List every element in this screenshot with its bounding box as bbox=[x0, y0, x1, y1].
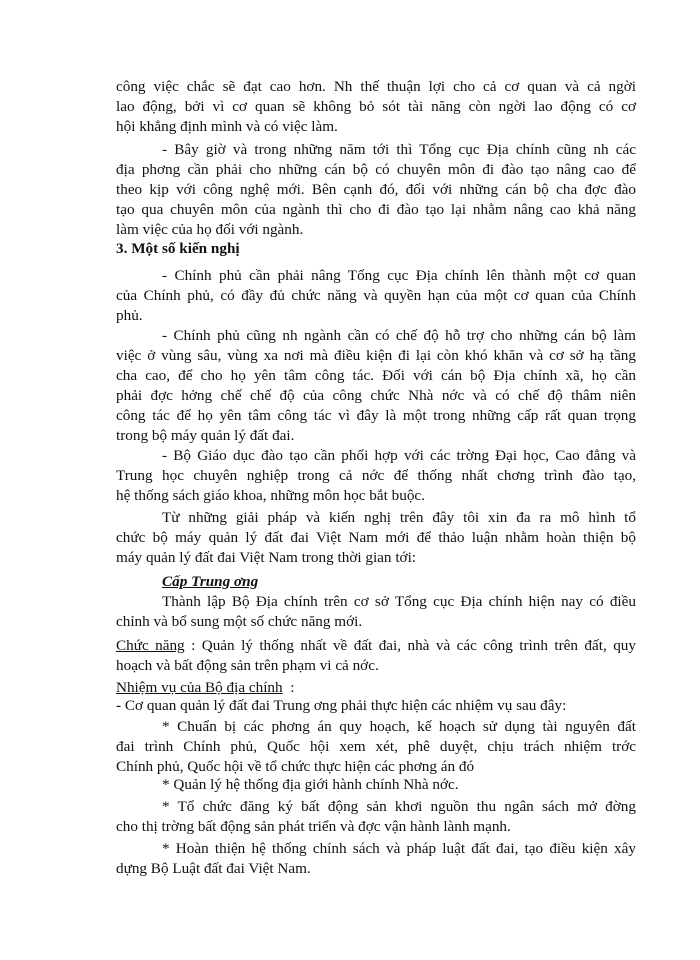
text-line: * Chuẩn bị các phơng án quy hoạch, kế hoạch sử dụng tài nguyên đất bbox=[162, 718, 636, 735]
text-line: hệ thống sách giáo khoa, những môn học bắt buộc. bbox=[116, 487, 425, 504]
text-line: theo kịp với công nghệ mới. Bên cạnh đó, đối với những cán bộ cha đợc đào bbox=[116, 181, 636, 198]
text-line: * Hoàn thiện hệ thống chính sách và pháp luật đất đai, tạo điều kiện xây bbox=[162, 840, 636, 857]
text-line: * Quản lý hệ thống địa giới hành chính Nhà nớc. bbox=[162, 776, 459, 793]
text-line: * Tổ chức đăng ký bất động sản khơi nguồn thu ngân sách mở đờng bbox=[162, 798, 636, 815]
duty-item-2 bbox=[116, 775, 636, 795]
text-line: công việc chắc sẽ đạt cao hơn. Nh thế thuận lợi cho cả cơ quan và cả ngời bbox=[116, 78, 636, 95]
function-text: : Quản lý thống nhất về đất đai, nhà và các công trình trên đất, quy bbox=[184, 637, 636, 654]
text-line: cha cao, để cho họ yên tâm công tác. Đối với cán bộ Địa chính xã, họ cần bbox=[116, 367, 636, 384]
paragraph-training bbox=[116, 140, 636, 240]
text-line: chức bộ máy quản lý đất đai Việt Nam mới để thảo luận nhằm hoàn thiện bộ bbox=[116, 529, 636, 546]
text-line: địa phơng cần phải cho những cán bộ có chuyên môn đi đào tạo nâng cao để bbox=[116, 161, 636, 178]
duty-item-1 bbox=[116, 717, 636, 777]
text-line: lao động, bởi vì cơ quan sẽ không bỏ sót tài năng còn ngời lao động có cơ bbox=[116, 98, 636, 115]
text-line: dựng Bộ Luật đất đai Việt Nam. bbox=[116, 860, 311, 877]
duty-item-4 bbox=[116, 839, 636, 879]
text-line: - Chính phủ cần phải nâng Tổng cục Địa chính lên thành một cơ quan bbox=[162, 267, 636, 284]
text-line: - Chính phủ cũng nh ngành cần có chế độ hỗ trợ cho những cán bộ làm bbox=[162, 327, 636, 344]
text-line: Từ những giải pháp và kiến nghị trên đây tôi xin đa ra mô hình tổ bbox=[162, 509, 636, 526]
text-line bbox=[116, 636, 636, 656]
function-label: Chức năng bbox=[116, 637, 185, 654]
text-line: phủ. bbox=[116, 307, 143, 324]
text-line: hoạch và bất động sản trên phạm vi cả nớc. bbox=[116, 657, 379, 674]
text-line: máy quản lý đất đai Việt Nam trong thời gian tới: bbox=[116, 549, 417, 566]
text-line: - Bây giờ và trong những năm tới thì Tổng cục Địa chính cũng nh các bbox=[162, 141, 636, 158]
intro-paragraph bbox=[116, 77, 636, 137]
duties-suffix: : bbox=[282, 679, 295, 696]
section-cap-trung-uong: Cấp Trung ơng bbox=[162, 573, 259, 590]
text-line: phải đợc hởng chế chế độ của công chức Nhà nớc và có chế độ thâm niên bbox=[116, 387, 636, 404]
duties-heading bbox=[116, 678, 636, 698]
text-line: Chính phủ, Quốc hội về tổ chức thực hiện các phơng án đó bbox=[116, 758, 475, 775]
text-line: công tác để họ yên tâm công tác vì đây là một trong những cấp rất quan trọng bbox=[116, 407, 636, 424]
duty-item-3 bbox=[116, 797, 636, 837]
model-proposal-paragraph bbox=[116, 508, 636, 568]
text-line: tạo qua chuyên môn của ngành thì cho đi đào tạo lại nhằm nâng cao khả năng bbox=[116, 201, 636, 218]
text-line: - Bộ Giáo dục đào tạo cần phối hợp với các trờng Đại học, Cao đẳng và bbox=[162, 447, 636, 464]
text-line: hội khẳng định mình và có việc làm. bbox=[116, 118, 338, 135]
duties-intro bbox=[116, 696, 636, 716]
text-line: đai trình Chính phủ, Quốc hội xem xét, phê duyệt, chịu trách nhiệm trớc bbox=[116, 738, 636, 755]
text-line: chỉnh và bổ sung một số chức năng mới. bbox=[116, 613, 363, 630]
recommendation-1 bbox=[116, 266, 636, 326]
text-line: Trung học chuyên nghiệp trong cả nớc để thống nhất chơng trình đào tạo, bbox=[116, 467, 636, 484]
heading-kien-nghi: 3. Một số kiến nghị bbox=[116, 240, 240, 257]
text-line: trong bộ máy quản lý đất đai. bbox=[116, 427, 295, 444]
text-line: Thành lập Bộ Địa chính trên cơ sở Tổng cục Địa chính hiện nay có điều bbox=[162, 593, 636, 610]
duties-label: Nhiệm vụ của Bộ địa chính bbox=[116, 679, 283, 696]
text-line: - Cơ quan quản lý đất đai Trung ơng phải thực hiện các nhiệm vụ sau đây: bbox=[116, 697, 567, 714]
establishment-paragraph bbox=[116, 592, 636, 632]
recommendation-3 bbox=[116, 446, 636, 506]
text-line: cho thị trờng bất động sản phát triển và đợc vận hành lành mạnh. bbox=[116, 818, 511, 835]
text-line: của Chính phủ, có đầy đủ chức năng và quyền hạn của một cơ quan của Chính bbox=[116, 287, 636, 304]
text-line: việc ở vùng sâu, vùng xa nơi mà điều kiện đi lại còn khó khăn và cơ sở hạ tầng bbox=[116, 347, 636, 364]
recommendation-2 bbox=[116, 326, 636, 446]
text-line: làm việc của họ đối với ngành. bbox=[116, 221, 304, 238]
function-paragraph bbox=[116, 636, 636, 676]
